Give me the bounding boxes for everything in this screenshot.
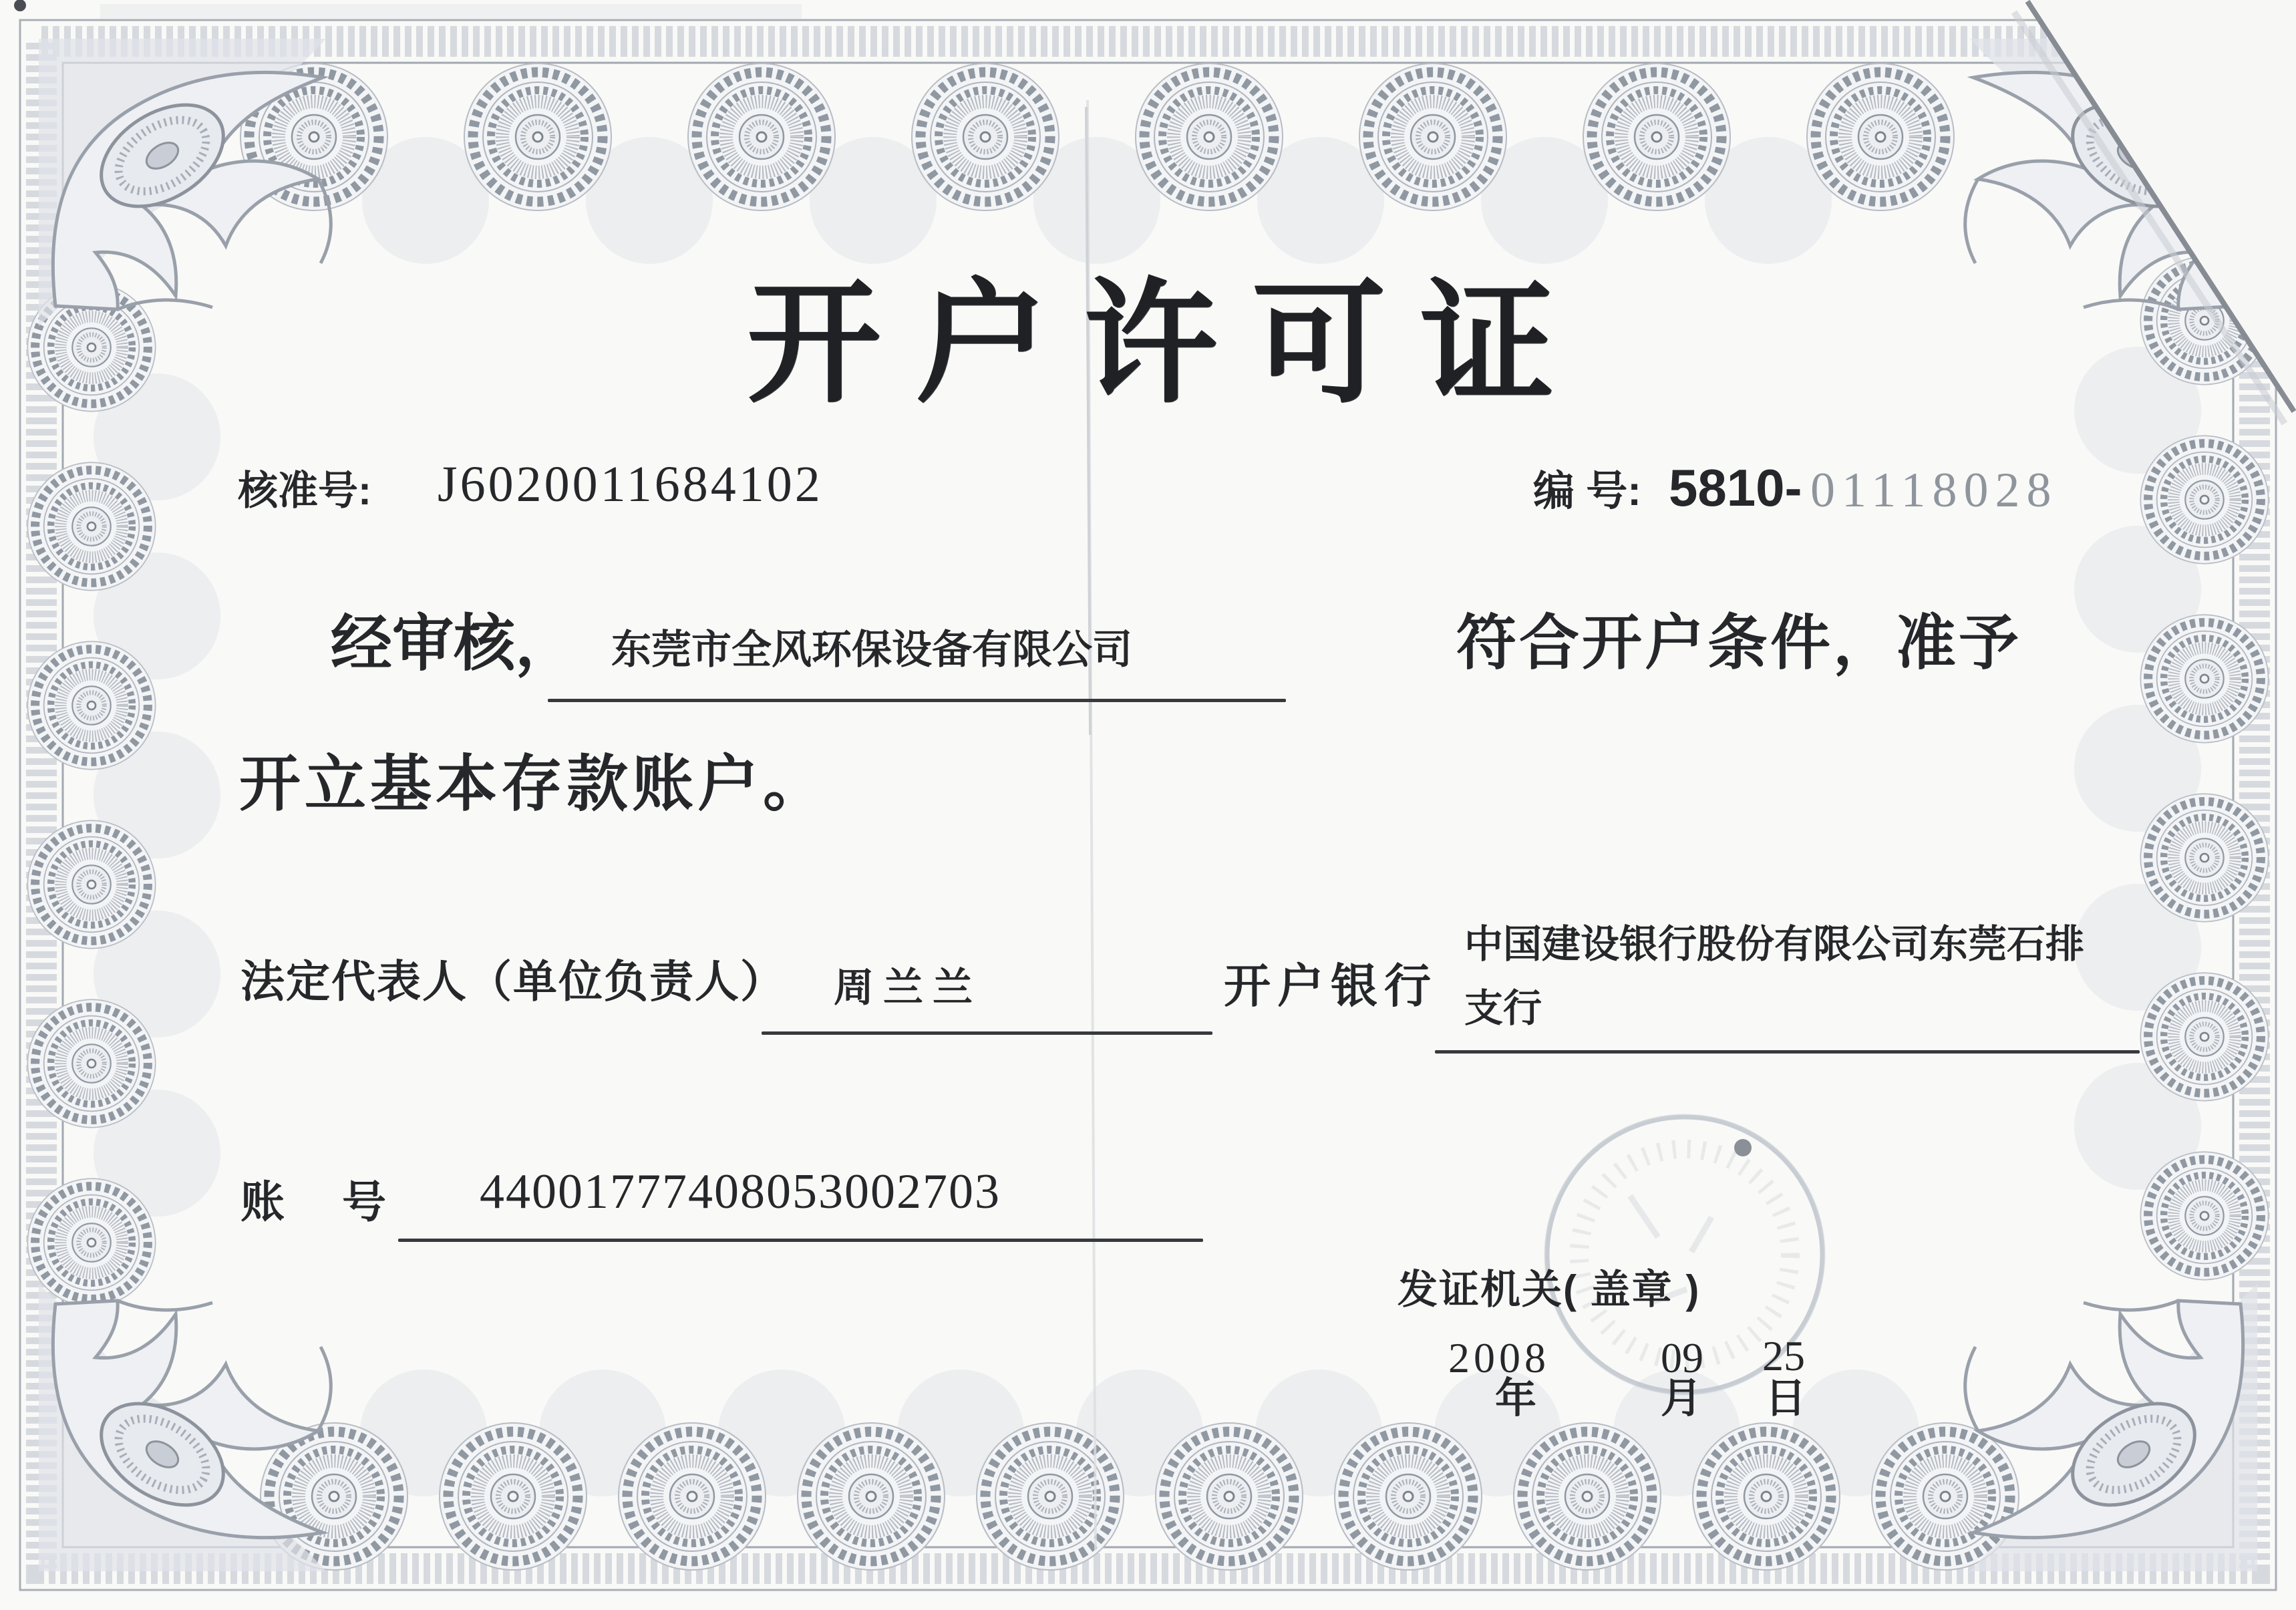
qualify-text: 符合开户条件，准予 — [1456, 610, 2021, 677]
date-year: 2008 — [1448, 1334, 1550, 1382]
certificate-title: 开户许可证 — [747, 269, 1589, 418]
approval-no-value: J6020011684102 — [438, 456, 823, 512]
legal-rep-underline — [762, 1031, 1212, 1035]
company-name: 东莞市全风环保设备有限公司 — [611, 627, 1132, 672]
account-label: 账 号 — [240, 1177, 393, 1227]
serial-prefix: 5810- — [1669, 458, 1802, 517]
day-label: 日 — [1765, 1376, 1807, 1422]
legal-rep-label: 法定代表人（单位负责人） — [240, 957, 786, 1006]
account-underline — [398, 1239, 1203, 1242]
bank-label: 开户银行 — [1224, 960, 1438, 1012]
audited-label: 经审核， — [331, 610, 577, 678]
open-account-text: 开立基本存款账户。 — [239, 750, 829, 818]
month-label: 月 — [1661, 1376, 1703, 1422]
scan-smudge — [100, 4, 802, 19]
approval-no-label: 核准号: — [238, 468, 371, 513]
scan-speck — [14, 0, 26, 11]
company-underline — [548, 699, 1286, 702]
serial-stamped-number: 01118028 — [1810, 463, 2058, 518]
account-number: 44001777408053002703 — [480, 1164, 1001, 1219]
issuer-label: 发证机关( 盖章 ) — [1398, 1267, 1701, 1312]
legal-rep-name: 周兰兰 — [834, 965, 982, 1010]
bank-underline — [1435, 1050, 2140, 1054]
date-month: 09 — [1661, 1334, 1703, 1382]
year-label: 年 — [1495, 1376, 1537, 1422]
serial-label: 编 号: — [1533, 468, 1641, 514]
date-day: 25 — [1762, 1332, 1805, 1380]
bank-name: 中国建设银行股份有限公司东莞石排支行 — [1464, 923, 2085, 1030]
